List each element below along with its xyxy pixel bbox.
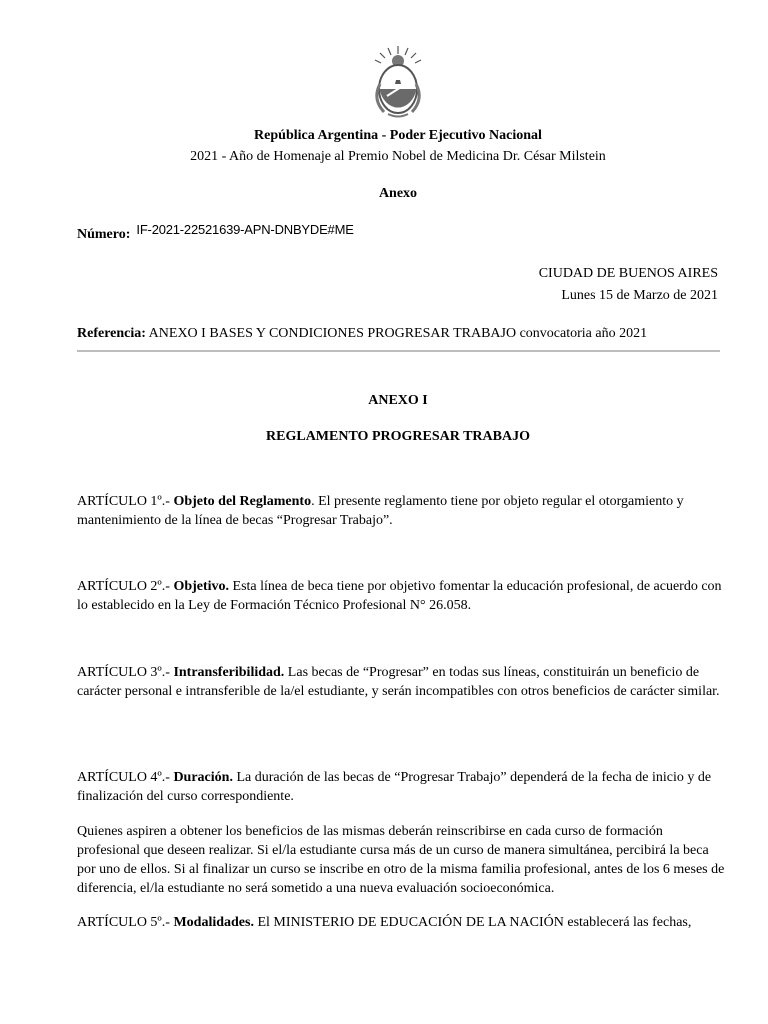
reference-line: [77, 324, 647, 343]
article-4-continuation: Quienes aspiren a obtener los beneficios de las mismas deberán reinscribirse en cada curso de formación profesional que deseen realizar. Si el/la estudiante cursa más de un curso de manera simultánea, percibirá la beca por uno de ellos. Si al finalizar un curso se inscribe en otro de la misma familia profesional, antes de los 6 meses de diferencia, el/la estudiante no será sometido a una nueva evaluación socioeconómica.: [77, 824, 725, 896]
article-text: Esta línea de beca tiene por objetivo fomentar la educación profesional, de acuerdo con lo establecido en la Ley de Formación Técnico Profesional N° 26.058.: [77, 579, 722, 613]
horizontal-divider: [77, 350, 720, 352]
article-prefix: ARTÍCULO 3º.-: [77, 665, 174, 680]
reference-label: Referencia:: [77, 326, 146, 341]
coat-of-arms-icon: [370, 44, 426, 120]
article-title: Objetivo.: [173, 579, 230, 594]
document-number-label: Número:: [77, 227, 131, 242]
regulation-title: REGLAMENTO PROGRESAR TRABAJO: [266, 429, 530, 444]
article-title: Objeto del Reglamento: [173, 494, 312, 509]
article-prefix: ARTÍCULO 4º.-: [77, 770, 174, 785]
article-text: . El presente reglamento tiene por objeto regular el otorgamiento y mantenimiento de la línea de becas “Progresar Trabajo”.: [77, 494, 684, 528]
article-prefix: ARTÍCULO 5º.-: [77, 915, 174, 930]
article-title: Intransferibilidad.: [173, 665, 285, 680]
article-title: Duración.: [173, 770, 233, 785]
article-text: Las becas de “Progresar” en todas sus líneas, constituirán un beneficio de carácter personal e intransferible de la/el estudiante, y serán incompatibles con otros beneficios de carácter similar.: [77, 665, 720, 699]
document-number-value: IF-2021-22521639-APN-DNBYDE#ME: [136, 222, 354, 237]
article-3: [77, 663, 727, 701]
article-2: [77, 577, 727, 615]
article-text: La duración de las becas de “Progresar Trabajo” dependerá de la fecha de inicio y de finalización del curso correspondiente.: [77, 770, 712, 804]
article-4: [77, 768, 727, 806]
article-title: Modalidades.: [173, 915, 254, 930]
article-1: [77, 492, 727, 530]
year-motto: 2021 - Año de Homenaje al Premio Nobel de Medicina Dr. César Milstein: [190, 149, 606, 164]
government-header: República Argentina - Poder Ejecutivo Nacional: [254, 128, 542, 143]
article-5: [77, 913, 727, 932]
article-text: El MINISTERIO DE EDUCACIÓN DE LA NACIÓN establecerá las fechas,: [253, 915, 692, 930]
city-line: CIUDAD DE BUENOS AIRES: [538, 266, 718, 281]
article-prefix: ARTÍCULO 2º.-: [77, 579, 174, 594]
date-line: Lunes 15 de Marzo de 2021: [561, 288, 718, 303]
article-prefix: ARTÍCULO 1º.-: [77, 494, 174, 509]
document-number-row: [77, 224, 354, 244]
document-type-title: Anexo: [378, 186, 418, 201]
annex-title: ANEXO I: [368, 393, 428, 408]
reference-text: ANEXO I BASES Y CONDICIONES PROGRESAR TRABAJO convocatoria año 2021: [148, 326, 648, 341]
